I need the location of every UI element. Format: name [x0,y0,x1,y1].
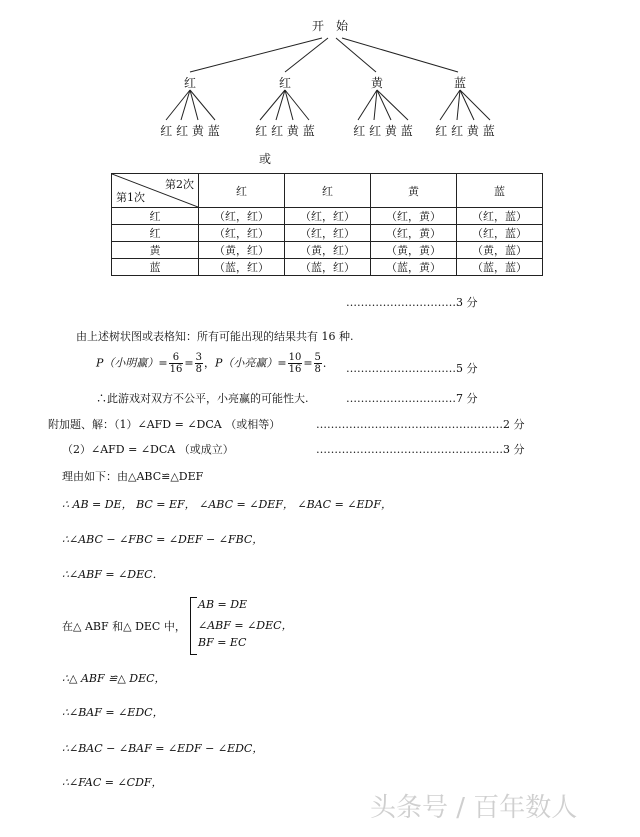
score-7: …………………………7 分 [346,392,478,405]
extra-q2: （2）∠AFD = ∠DCA （或成立） [62,443,234,456]
tree-node-2: 红 [278,76,292,90]
table-cell: （蓝，红） [285,259,371,276]
prob-ming: P（小明赢）= [96,356,168,370]
tree-leaves-3: 红 红 黄 蓝 [353,124,413,138]
table-cell: （红，黄） [371,225,457,242]
proof-line-3: ∴∠ABF = ∠DEC． [62,568,164,581]
probability-line: P（小明赢）= $\frac{6}{16}$ = $\frac{3}{8}$ ，P（小亮赢）= $\frac{10}{16}$ = $\frac{5}{8}$ ． [96,352,334,375]
table-cell: （红，红） [199,208,285,225]
table-row [112,225,543,242]
proof-line-1: ∴ AB = DE， BC = EF， ∠ABC = ∠DEF， ∠BAC = ∠EDF， [62,498,392,511]
table-cell: （红，蓝） [457,225,543,242]
table-row [112,259,543,276]
fraction [169,352,184,375]
frac-num: 6 [169,352,184,364]
corner-bottom-label: 第1次 [116,191,145,204]
proof-line-2: ∴∠ABC − ∠FBC = ∠DEF − ∠FBC， [62,533,264,546]
tree-node-1: 红 [183,76,197,90]
reason-text: 理由如下：由△ABC≌△DEF [62,470,204,483]
table-cell: （蓝，黄） [371,259,457,276]
extra-q1: 附加题、解：（1）∠AFD = ∠DCA （或相等） [48,418,281,431]
table-cell: （黄，红） [199,242,285,259]
proof-line-5: ∴∠BAF = ∠EDC， [62,706,164,719]
tree-leaves-4: 红 红 黄 蓝 [435,124,495,138]
table-header-row [112,174,543,208]
conclusion-text: ∴此游戏对双方不公平，小亮赢的可能性大. [96,392,309,405]
tree-node-3: 黄 [370,76,384,90]
col-header: 蓝 [457,174,543,208]
equation-system [190,597,300,653]
watermark: 头条号 / 百年数人 [370,793,578,823]
table-cell: （黄，蓝） [457,242,543,259]
table-cell: （黄，黄） [371,242,457,259]
summary-text: 由上述树状图或表格知：所有可能出现的结果共有 16 种. [76,330,354,343]
proof-line-4: ∴△ ABF ≌△ DEC， [62,672,166,685]
proof-line-6: ∴∠BAC − ∠BAF = ∠EDF − ∠EDC， [62,742,264,755]
system-line-3: BF = EC [198,636,247,649]
brace [190,597,197,655]
frac-den: 16 [169,364,183,375]
table-row [112,242,543,259]
system-line-2: ∠ABF = ∠DEC， [198,619,293,632]
score-3: ……………………………………………3 分 [316,443,525,456]
frac-den: 8 [314,364,321,375]
separator: ， [203,356,215,370]
table-cell: （红，红） [285,208,371,225]
corner-top-label: 第2次 [165,178,194,191]
frac-num: 5 [314,352,321,363]
system-line-1: AB = DE [198,598,248,611]
in-triangles-text: 在△ ABF 和△ DEC 中， [62,620,186,633]
table-row [112,208,543,225]
tree-root: 开 始 [311,19,349,33]
table-corner-cell [112,174,199,208]
tree-leaves-2: 红 红 黄 蓝 [255,124,315,138]
table-cell: （黄，红） [285,242,371,259]
table-cell: （红，黄） [371,208,457,225]
frac-num: 10 [288,352,302,363]
row-header: 蓝 [112,259,199,276]
table-cell: （蓝，红） [199,259,285,276]
frac-num: 3 [195,352,202,363]
table-cell: （红，蓝） [457,208,543,225]
score-table: …………………………3 分 [346,296,478,309]
tree-node-4: 蓝 [453,76,467,90]
col-header: 红 [199,174,285,208]
frac-den: 16 [288,364,302,375]
period: ． [322,356,334,370]
table-cell: （红，红） [199,225,285,242]
fraction [314,352,322,375]
proof-line-7: ∴∠FAC = ∠CDF， [62,776,163,789]
table-cell: （蓝，蓝） [457,259,543,276]
fraction [288,352,303,375]
tree-leaves-1: 红 红 黄 蓝 [160,124,220,138]
score-2: ……………………………………………2 分 [316,418,525,431]
frac-den: 8 [195,364,202,375]
or-label: 或 [258,152,272,166]
row-header: 黄 [112,242,199,259]
prob-liang: P（小亮赢）= [214,356,287,370]
col-header: 红 [285,174,371,208]
col-header: 黄 [371,174,457,208]
outcome-table [111,173,543,276]
row-header: 红 [112,225,199,242]
score-5: …………………………5 分 [346,362,478,375]
row-header: 红 [112,208,199,225]
table-cell: （红，红） [285,225,371,242]
fraction [195,352,203,375]
